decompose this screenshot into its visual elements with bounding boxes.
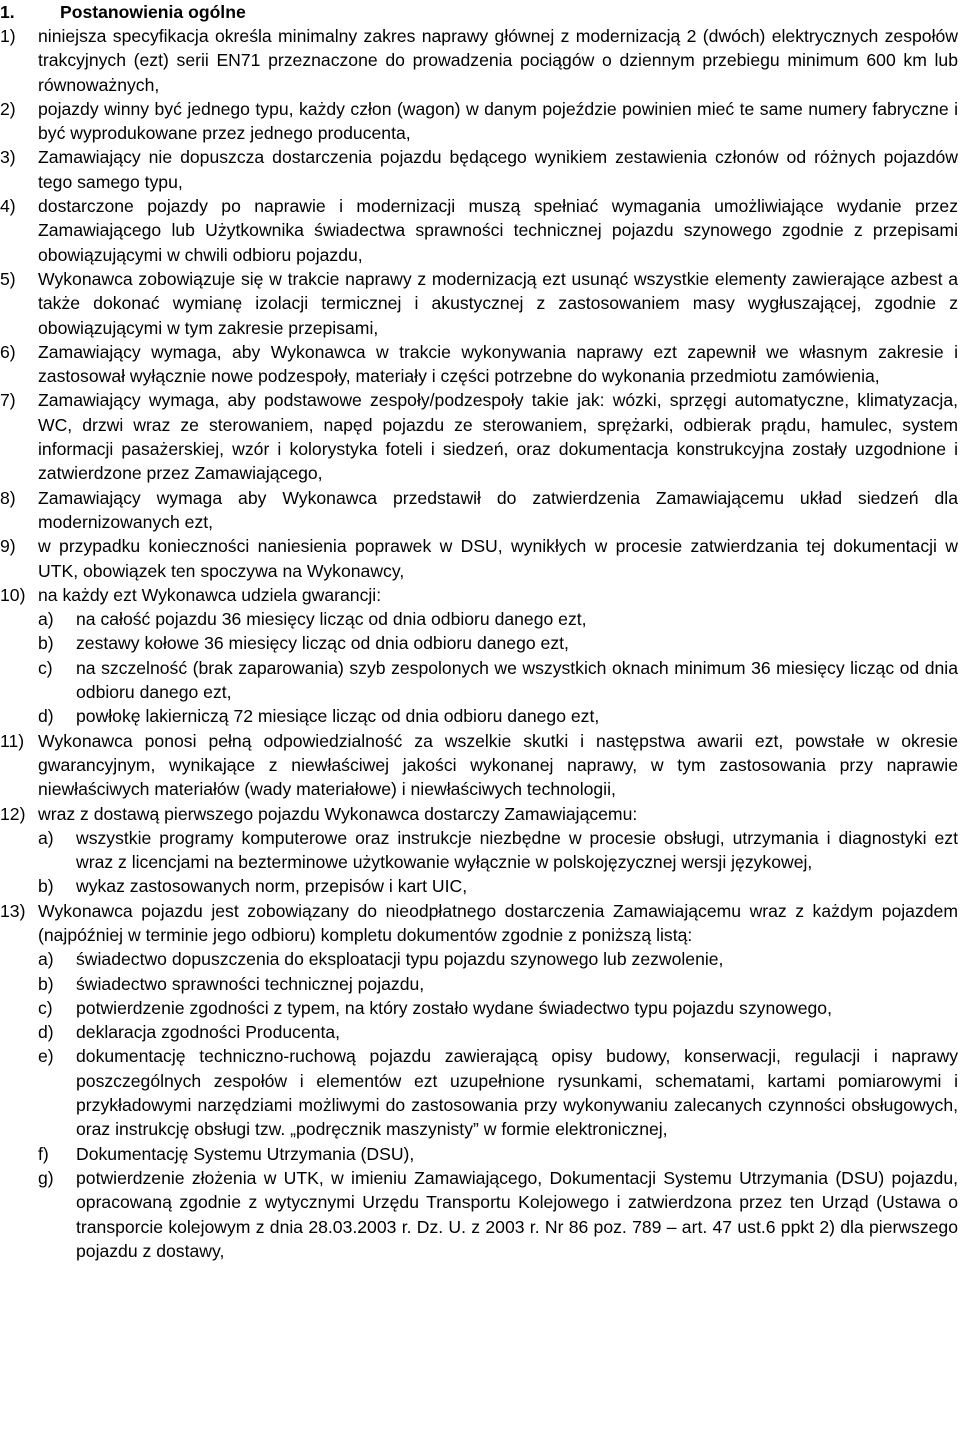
sub-item-letter: d) — [38, 706, 54, 727]
list-item — [0, 729, 958, 802]
sub-item-text: wykaz zastosowanych norm, przepisów i kart UIC, — [76, 876, 468, 897]
sub-item-letter: b) — [38, 876, 54, 897]
section-heading — [0, 0, 958, 24]
sub-list-item — [38, 826, 958, 875]
sub-list-item — [38, 1142, 958, 1166]
requirements-list — [0, 24, 958, 1263]
item-number: 12) — [0, 803, 26, 824]
sub-item-text: deklaracja zgodności Producenta, — [76, 1022, 341, 1043]
item-text: w przypadku konieczności naniesienia poprawek w DSU, wynikłych w procesie zatwierdzania tej dokumentacji w UTK, obowiązek ten spoczywa na Wykonawcy, — [38, 536, 958, 581]
sub-item-letter: a) — [38, 609, 54, 630]
sub-item-text: potwierdzenie zgodności z typem, na który zostało wydane świadectwo typu pojazdu szynowego, — [76, 997, 832, 1018]
list-item — [0, 388, 958, 485]
sub-item-text: potwierdzenie złożenia w UTK, w imieniu Zamawiającego, Dokumentacji Systemu Utrzymania (DSU) pojazdu, opracowaną zgodnie z wytycznymi Urzędu Transportu Kolejowego i zatwierdzona przez ten Urząd (Ustawa o transporcie kolejowym z dnia 28.03.2003 r. Dz. U. z 2003 r. Nr 86 poz. 789 – art. 47 ust.6 ppkt 2) dla pierwszego pojazdu z dostawy, — [76, 1167, 958, 1261]
item-text: Zamawiający wymaga, aby podstawowe zespoły/podzespoły takie jak: wózki, sprzęgi automatyczne, klimatyzacja, WC, drzwi wraz ze sterowaniem, napęd pojazdu ze sterowaniem, sprężarki, odbierak prądu, hamulec, system informacji pasażerskiej, wzór i kolorystyka foteli i siedzeń, oraz dokumentacja konstrukcyjna zostały uzgodnione i zatwierdzone przez Zamawiającego, — [38, 390, 958, 484]
sub-list-item — [38, 656, 958, 705]
list-item — [0, 97, 958, 146]
list-item — [0, 583, 958, 607]
item-text: wraz z dostawą pierwszego pojazdu Wykonawca dostarczy Zamawiającemu: — [38, 803, 638, 824]
sub-list-item — [38, 972, 958, 996]
sub-item-letter: g) — [38, 1167, 54, 1188]
list-item — [0, 534, 958, 583]
sub-item-text: dokumentację techniczno-ruchową pojazdu zawierającą opisy budowy, konserwacji, regulacji i naprawy poszczególnych zespołów i elementów ezt uzupełnione rysunkami, schematami, kartami pomiarowymi i przykładowymi narzędziami możliwymi do zastosowania przy wykonywaniu zalecanych czynności obsługowych, oraz instrukcję obsługi tzw. „podręcznik maszynisty” w formie elektronicznej, — [76, 1046, 958, 1140]
sub-item-letter: f) — [38, 1143, 49, 1164]
sub-list-item — [38, 704, 958, 728]
item-number: 13) — [0, 900, 26, 921]
sub-item-letter: a) — [38, 827, 54, 848]
item-number: 7) — [0, 390, 16, 411]
sub-item-text: świadectwo sprawności technicznej pojazdu, — [76, 973, 425, 994]
sub-list-item — [38, 1020, 958, 1044]
list-item — [0, 486, 958, 535]
sub-list-item — [38, 607, 958, 631]
item-number: 9) — [0, 536, 16, 557]
sub-list — [0, 826, 958, 899]
item-number: 3) — [0, 147, 16, 168]
list-item — [0, 267, 958, 340]
sub-item-text: powłokę lakierniczą 72 miesiące licząc od dnia odbioru danego ezt, — [76, 706, 600, 727]
item-text: Wykonawca pojazdu jest zobowiązany do nieodpłatnego dostarczenia Zamawiającemu wraz z każdym pojazdem (najpóźniej w terminie jego odbioru) kompletu dokumentów zgodnie z poniższą listą: — [38, 900, 958, 945]
section-title: Postanowienia ogólne — [60, 2, 246, 22]
sub-item-text: wszystkie programy komputerowe oraz instrukcje niezbędne w procesie obsługi, utrzymania i diagnostyki ezt wraz z licencjami na bezterminowe użytkowanie wyłącznie w polskojęzycznej wersji językowej, — [76, 827, 958, 873]
item-text: Wykonawca ponosi pełną odpowiedzialność za wszelkie skutki i następstwa awarii ezt, powstałe w okresie gwarancyjnym, wynikające z niewłaściwej jakości wykonanej naprawy, w tym zastosowania przy naprawie niewłaściwych materiałów (wady materiałowe) i niewłaściwych technologii, — [38, 730, 958, 800]
item-number: 1) — [0, 26, 16, 46]
item-text: Zamawiający nie dopuszcza dostarczenia pojazdu będącego wynikiem zestawienia członów od różnych pojazdów tego samego typu, — [38, 147, 958, 192]
list-item — [0, 802, 958, 826]
list-item — [0, 194, 958, 267]
sub-item-letter: b) — [38, 633, 54, 654]
item-number: 10) — [0, 584, 26, 605]
sub-item-letter: a) — [38, 949, 54, 970]
sub-item-text: świadectwo dopuszczenia do eksploatacji typu pojazdu szynowego lub zezwolenie, — [76, 949, 724, 970]
sub-list-item — [38, 996, 958, 1020]
sub-list-item — [38, 1044, 958, 1141]
sub-item-text: Dokumentację Systemu Utrzymania (DSU), — [76, 1143, 415, 1164]
sub-list-item — [38, 874, 958, 898]
item-number: 4) — [0, 196, 16, 217]
item-text: Wykonawca zobowiązuje się w trakcie naprawy z modernizacją ezt usunąć wszystkie elementy zawierające azbest a także dokonać wymianę izolacji termicznej i akustycznej z zastosowaniem masy wygłuszającej, zgodnie z obowiązującymi w tym zakresie przepisami, — [38, 268, 958, 338]
section-number: 1. — [0, 2, 15, 22]
sub-item-text: zestawy kołowe 36 miesięcy licząc od dnia odbioru danego ezt, — [76, 633, 569, 654]
item-number: 11) — [0, 730, 25, 751]
sub-list-item — [38, 947, 958, 971]
item-number: 5) — [0, 268, 16, 289]
sub-item-letter: b) — [38, 973, 54, 994]
item-text: Zamawiający wymaga, aby Wykonawca w trakcie wykonywania naprawy ezt zapewnił we własnym zakresie i zastosował wyłącznie nowe podzespoły, materiały i części potrzebne do wykonania przedmiotu zamówienia, — [38, 341, 958, 387]
item-number: 6) — [0, 341, 16, 362]
item-text: pojazdy winny być jednego typu, każdy człon (wagon) w danym pojeździe powinien mieć te same numery fabryczne i być wyprodukowane przez jednego producenta, — [38, 98, 958, 144]
list-item — [0, 24, 958, 97]
item-text: na każdy ezt Wykonawca udziela gwarancji: — [38, 584, 382, 605]
sub-item-text: na całość pojazdu 36 miesięcy licząc od dnia odbioru danego ezt, — [76, 609, 587, 630]
sub-list-item — [38, 1166, 958, 1263]
sub-list — [0, 947, 958, 1263]
sub-item-letter: c) — [38, 657, 53, 678]
item-number: 8) — [0, 487, 16, 508]
list-item — [0, 145, 958, 194]
list-item — [0, 340, 958, 389]
sub-item-letter: c) — [38, 997, 53, 1018]
sub-item-text: na szczelność (brak zaparowania) szyb zespolonych we wszystkich oknach minimum 36 miesięcy licząc od dnia odbioru danego ezt, — [76, 657, 958, 703]
item-number: 2) — [0, 98, 16, 119]
sub-item-letter: e) — [38, 1046, 54, 1067]
item-text: Zamawiający wymaga aby Wykonawca przedstawił do zatwierdzenia Zamawiającemu układ siedzeń dla modernizowanych ezt, — [38, 487, 958, 532]
item-text: niniejsza specyfikacja określa minimalny zakres naprawy głównej z modernizacją 2 (dwóch) elektrycznych zespołów trakcyjnych (ezt) serii EN71 przeznaczone do prowadzenia pociągów o dziennym przebiegu minimum 600 km lub równoważnych, — [38, 26, 958, 95]
sub-list-item — [38, 631, 958, 655]
list-item — [0, 899, 958, 948]
sub-list — [0, 607, 958, 728]
sub-item-letter: d) — [38, 1022, 54, 1043]
item-text: dostarczone pojazdy po naprawie i modernizacji muszą spełniać wymagania umożliwiające wydanie przez Zamawiającego lub Użytkownika świadectwa sprawności technicznej pojazdu szynowego zgodnie z przepisami obowiązującymi w chwili odbioru pojazdu, — [38, 196, 958, 265]
